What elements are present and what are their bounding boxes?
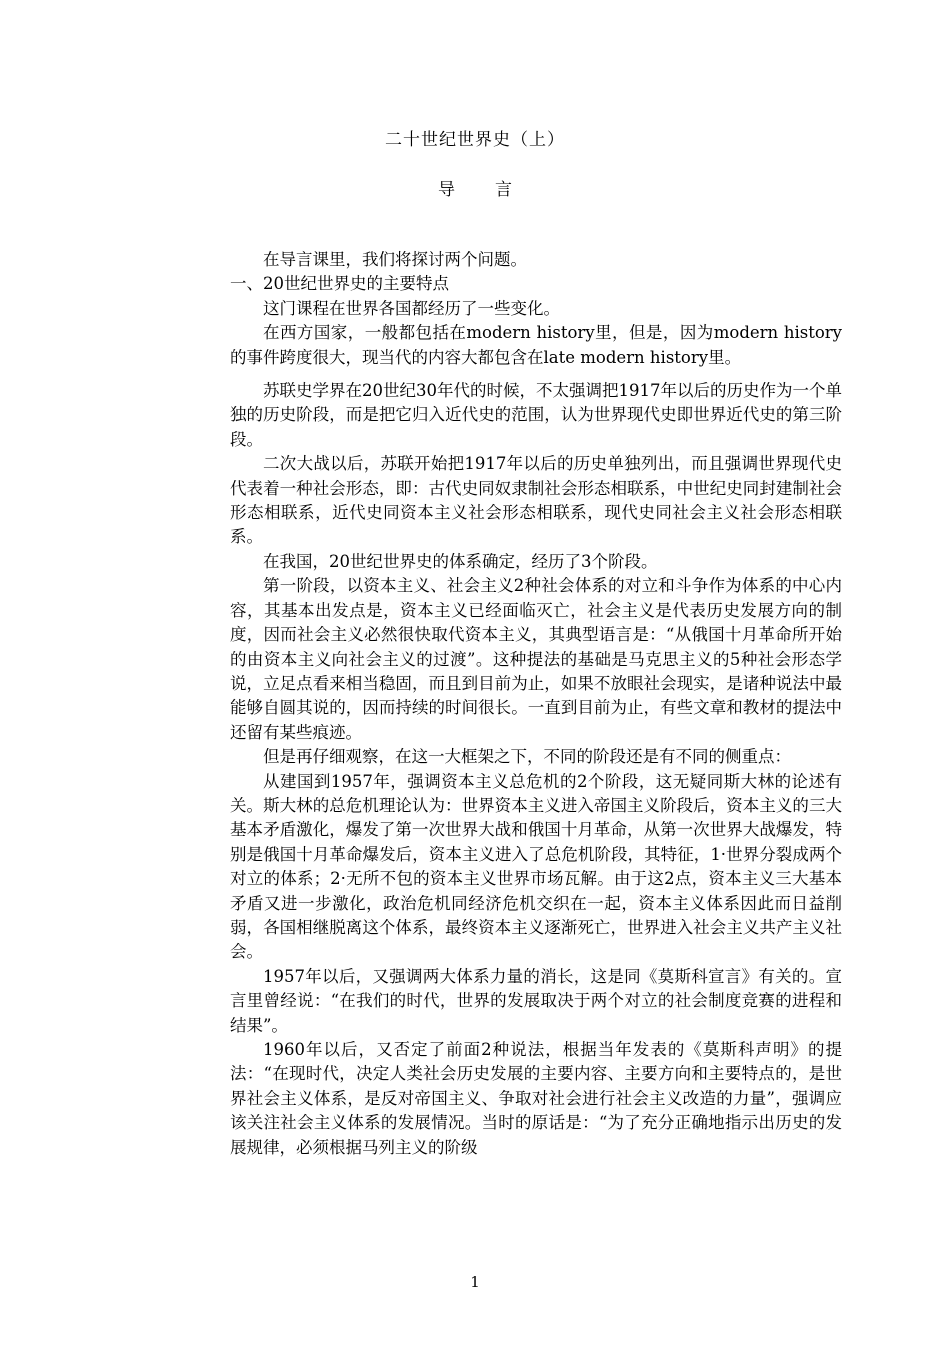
paragraph: 从建国到1957年，强调资本主义总危机的2个阶段，这无疑同斯大林的论述有关。斯大林的总危机理论认为：世界资本主义进入帝国主义阶段后，资本主义的三大基本矛盾激化，爆发了第一次世界大战和俄国十月革命，从第一次世界大战爆发，特别是俄国十月革命爆发后，资本主义进入了总危机阶段，其特征，1·世界分裂成两个对立的体系；2·无所不包的资本主义世界市场瓦解。由于这2点，资本主义三大基本矛盾又进一步激化，政治危机同经济危机交织在一起，资本主义体系因此而日益削弱，各国相继脱离这个体系，最终资本主义逐渐死亡，世界进入社会主义共产主义社会。 [230,771,842,962]
paragraph: 1960年以后，又否定了前面2种说法，根据当年发表的《莫斯科声明》的提法：“在现时代，决定人类社会历史发展的主要内容、主要方向和主要特点的，是世界社会主义体系，是反对帝国主义、争取对社会进行社会主义改造的力量”，强调应该关注社会主义体系的发展情况。当时的原话是：“为了充分正确地指示出历史的发展规律，必须根据马列主义的阶级 [230,1040,842,1157]
document-body [230,248,842,1160]
paragraph-intro: 在导言课里，我们将探讨两个问题。 [263,250,527,269]
document-title: 二十世纪世界史（上） [385,130,565,150]
section-heading: 一、20世纪世界史的主要特点 [230,274,449,294]
paragraph: 但是再仔细观察，在这一大框架之下，不同的阶段还是有不同的侧重点： [263,747,791,767]
paragraph: 第一阶段，以资本主义、社会主义2种社会体系的对立和斗争作为体系的中心内容，其基本出发点是，资本主义已经面临灭亡，社会主义是代表历史发展方向的制度，因而社会主义必然很快取代资本主义，其典型语言是：“从俄国十月革命所开始的由资本主义向社会主义的过渡”。这种提法的基础是马克思主义的5种社会形态学说，立足点看来相当稳固，而且到目前为止，如果不放眼社会现实，是诸种说法中最能够自圆其说的，因而持续的时间很长。一直到目前为止，有些文章和教材的提法中还留有某些痕迹。 [230,576,842,742]
document-subtitle: 导言 [438,180,552,200]
paragraph: 在我国，20世纪世界史的体系确定，经历了3个阶段。 [263,551,658,571]
paragraph: 这门课程在世界各国都经历了一些变化。 [263,298,560,318]
paragraph: 二次大战以后，苏联开始把1917年以后的历史单独列出，而且强调世界现代史代表着一种社会形态，即：古代史同奴隶制社会形态相联系，中世纪史同封建制社会形态相联系，近代史同资本主义社会形态相联系，现代史同社会主义社会形态相联系。 [230,454,842,547]
paragraph: 在西方国家，一般都包括在modern history里，但是，因为modern history的事件跨度很大，现当代的内容大都包含在late modern history里。 [230,323,842,367]
page-number: 1 [470,1273,480,1291]
paragraph: 1957年以后，又强调两大体系力量的消长，这是同《莫斯科宣言》有关的。宣言里曾经说：“在我们的时代，世界的发展取决于两个对立的社会制度竞赛的进程和结果”。 [230,966,842,1035]
paragraph: 苏联史学界在20世纪30年代的时候，不太强调把1917年以后的历史作为一个单独的历史阶段，而是把它归入近代史的范围，认为世界现代史即世界近代史的第三阶段。 [230,381,842,449]
